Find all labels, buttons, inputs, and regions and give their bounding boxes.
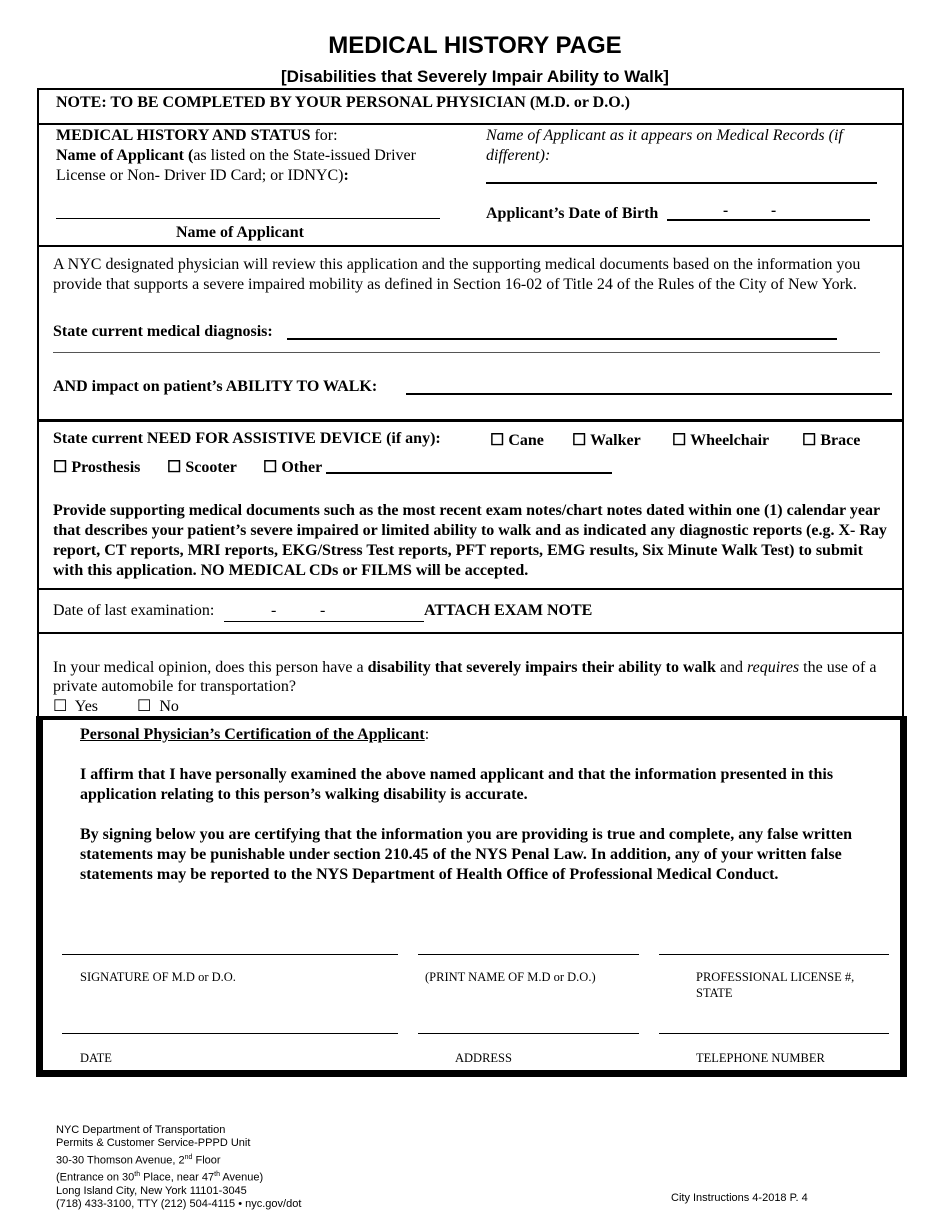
- checkbox-icon[interactable]: ☐: [53, 698, 68, 715]
- other-line[interactable]: [326, 472, 612, 474]
- signing-statement: By signing below you are certifying that the information you are providing is true and complete, any false written statements may be punishable under section 210.45 of the NYS Penal Law. In addition, any of your written false statements may be reported to the NYS Department of Health Office of Professional Medical Conduct.: [80, 826, 852, 883]
- divider: [37, 588, 904, 590]
- yes-option[interactable]: ☐ Yes: [53, 698, 99, 715]
- checkbox-icon[interactable]: ☐: [263, 459, 278, 476]
- exam-date-separator: -: [271, 602, 277, 619]
- opinion-question: In your medical opinion, does this person have a disability that severely impairs their ability to walk and requires the use of a private automobile for transportation?: [53, 659, 877, 695]
- records-name-label: Name of Applicant as it appears on Medical Records (if different):: [486, 127, 843, 164]
- scooter-option[interactable]: ☐ Scooter: [167, 459, 237, 476]
- page-reference: City Instructions 4-2018 P. 4: [671, 1192, 808, 1204]
- dob-line[interactable]: [667, 219, 870, 221]
- checkbox-icon[interactable]: ☐: [802, 432, 817, 449]
- address-label: ADDRESS: [455, 1051, 512, 1065]
- print-name-label: (PRINT NAME OF M.D or D.O.): [425, 970, 596, 984]
- exam-date-separator: -: [320, 602, 326, 619]
- attach-exam-note: ATTACH EXAM NOTE: [424, 602, 593, 619]
- assistive-label: State current NEED FOR ASSISTIVE DEVICE (if any):: [53, 430, 441, 447]
- divider: [37, 245, 904, 247]
- brace-option[interactable]: ☐ Brace: [802, 432, 861, 449]
- dob-separator: -: [771, 202, 777, 219]
- address-line[interactable]: [418, 1033, 639, 1034]
- signature-line[interactable]: [62, 954, 398, 955]
- print-name-line[interactable]: [418, 954, 639, 955]
- checkbox-icon[interactable]: ☐: [672, 432, 687, 449]
- impact-label: AND impact on patient’s ABILITY TO WALK:: [53, 378, 378, 395]
- impact-line[interactable]: [406, 393, 892, 395]
- signature-label: SIGNATURE OF M.D or D.O.: [80, 970, 236, 984]
- date-line[interactable]: [62, 1033, 398, 1034]
- page-title: MEDICAL HISTORY PAGE: [328, 32, 622, 59]
- checkbox-icon[interactable]: ☐: [53, 459, 68, 476]
- dob-label: Applicant’s Date of Birth: [486, 205, 659, 222]
- checkbox-icon[interactable]: ☐: [137, 698, 152, 715]
- no-option[interactable]: ☐ No: [137, 698, 179, 715]
- diagnosis-label: State current medical diagnosis:: [53, 323, 273, 340]
- page-subtitle: [Disabilities that Severely Impair Ability to Walk]: [281, 67, 669, 86]
- license-line[interactable]: [659, 954, 889, 955]
- applicant-name-line[interactable]: [56, 218, 440, 219]
- walker-option[interactable]: ☐ Walker: [572, 432, 641, 449]
- date-label: DATE: [80, 1051, 112, 1065]
- phone-label: TELEPHONE NUMBER: [696, 1051, 825, 1065]
- phone-line[interactable]: [659, 1033, 889, 1034]
- diagnosis-line[interactable]: [287, 338, 837, 340]
- divider: [37, 632, 904, 634]
- prosthesis-option[interactable]: ☐ Prosthesis: [53, 459, 141, 476]
- other-option[interactable]: ☐ Other: [263, 459, 323, 476]
- physician-note: NOTE: TO BE COMPLETED BY YOUR PERSONAL PHYSICIAN (M.D. or D.O.): [56, 94, 630, 111]
- review-paragraph: A NYC designated physician will review this application and the supporting medical documents based on the information you provide that supports a severe impaired mobility as defined in Section 16-02 of Title 24 of the Rules of the City of New York.: [53, 256, 861, 293]
- affirm-statement: I affirm that I have personally examined the above named applicant and that the information presented in this application relating to this person’s walking disability is accurate.: [80, 766, 834, 803]
- diagnosis-line-2[interactable]: [53, 352, 880, 353]
- checkbox-icon[interactable]: ☐: [490, 432, 505, 449]
- history-heading: MEDICAL HISTORY AND STATUS for: Name of Applicant (as listed on the State-issued Driver License or Non- Driver ID Card; or IDNYC):: [56, 127, 416, 184]
- checkbox-icon[interactable]: ☐: [572, 432, 587, 449]
- dob-separator: -: [723, 202, 729, 219]
- checkbox-icon[interactable]: ☐: [167, 459, 182, 476]
- documents-text: Provide supporting medical documents such as the most recent exam notes/chart notes dated within one (1) calendar year that describes your patient’s severe impaired or limited ability to walk and as indicated any diagnostic reports (e.g. X- Ray report, CT reports, MRI reports, EKG/Stress Test reports, PFT reports, EMG results, Six Minute Walk Test) to submit with this application. NO MEDICAL CDs or FILMS will be accepted.: [53, 502, 887, 579]
- certification-heading: Personal Physician’s Certification of the Applicant:: [80, 726, 430, 743]
- records-name-line[interactable]: [486, 182, 877, 184]
- wheelchair-option[interactable]: ☐ Wheelchair: [672, 432, 770, 449]
- applicant-name-label: Name of Applicant: [176, 224, 304, 241]
- footer-address: NYC Department of Transportation Permits & Customer Service-PPPD Unit 30-30 Thomson Avenue, 2nd Floor (Entrance on 30th Place, near 47th Avenue) Long Island City, New York 11101-3045 (718) 433-3100, TTY (212) 504-4115 • nyc.gov/dot: [56, 1124, 302, 1211]
- exam-date-label: Date of last examination:: [53, 602, 215, 619]
- divider: [37, 123, 904, 125]
- license-label: PROFESSIONAL LICENSE #, STATE: [696, 970, 855, 1000]
- exam-date-line[interactable]: [224, 621, 424, 622]
- cane-option[interactable]: ☐ Cane: [490, 432, 544, 449]
- divider: [37, 419, 904, 422]
